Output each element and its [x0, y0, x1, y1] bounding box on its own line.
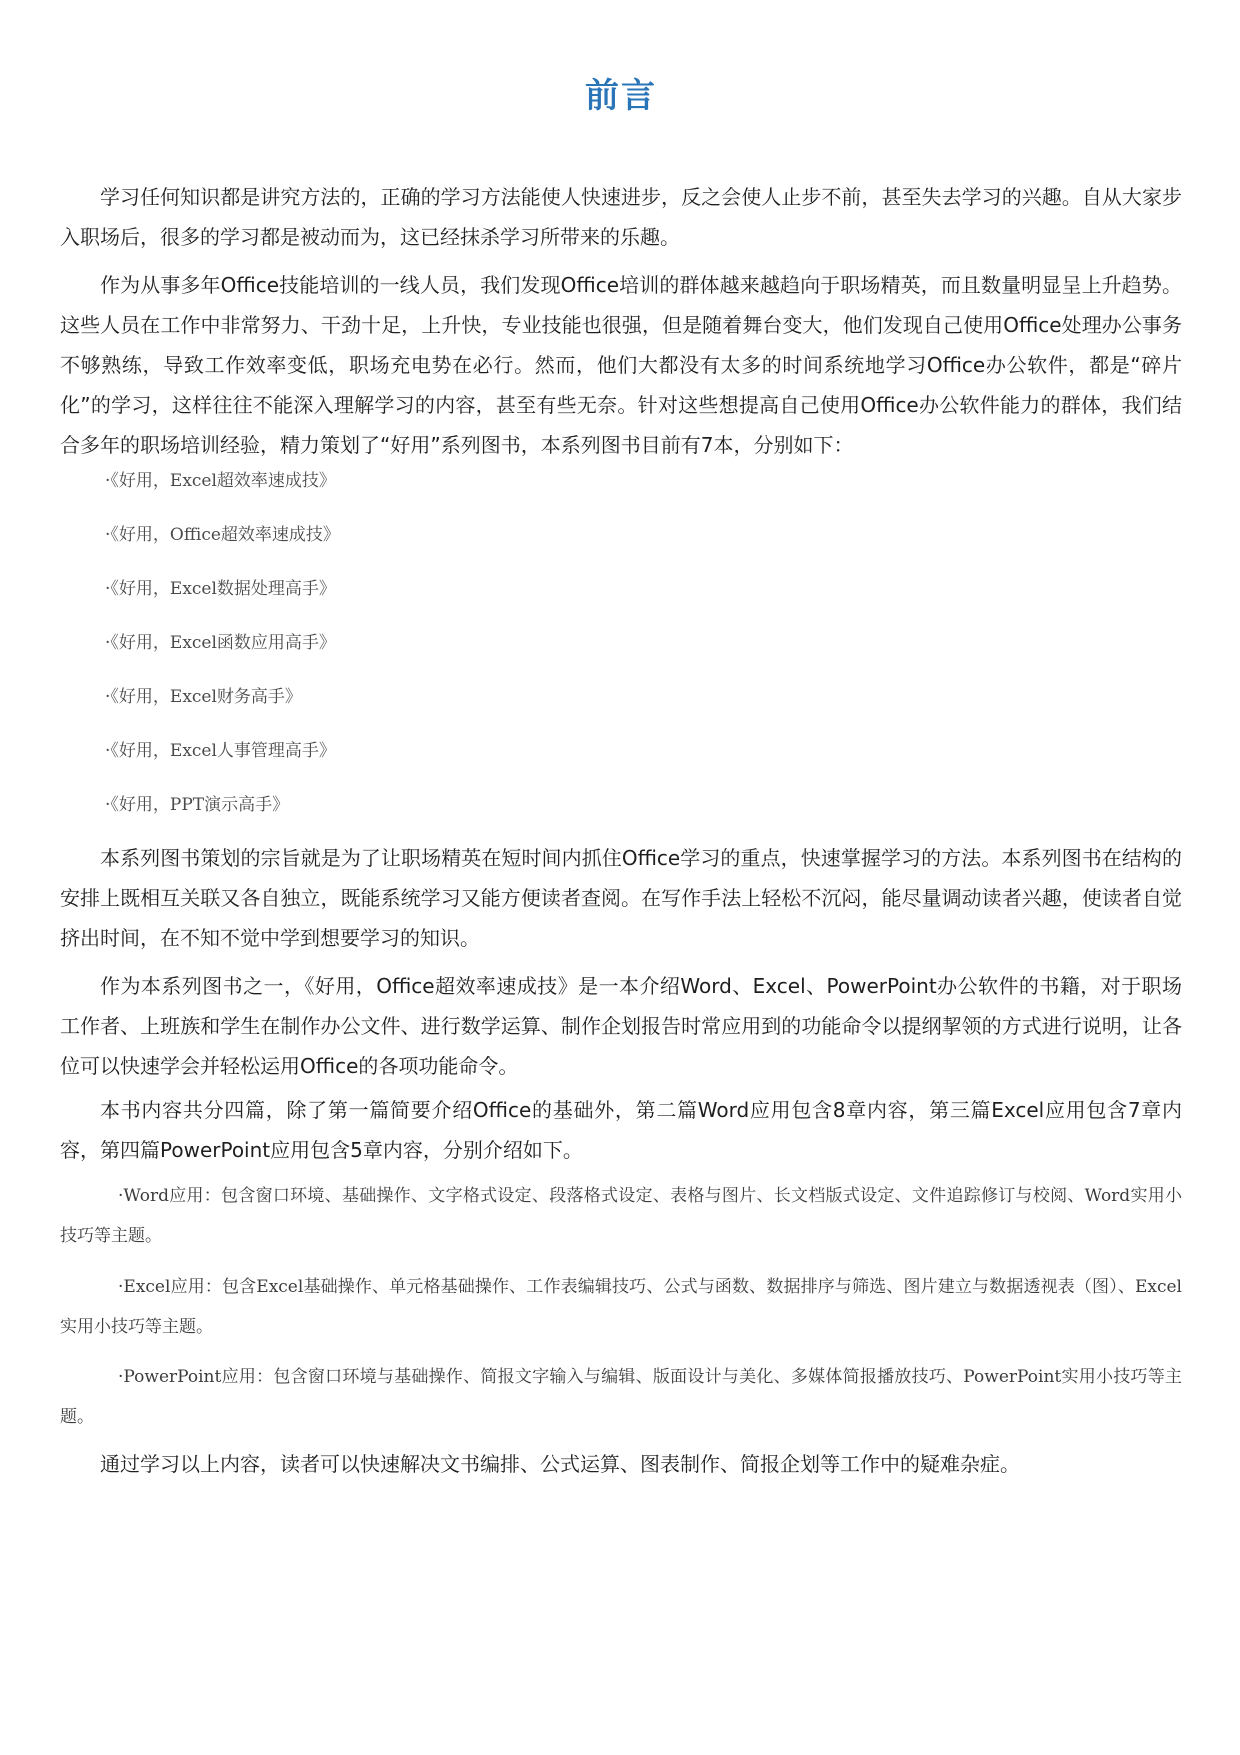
book-list-item: ·《好用，Excel函数应用高手》	[105, 633, 336, 653]
book-list-item: ·《好用，Excel财务高手》	[105, 687, 302, 707]
closing-paragraph: 通过学习以上内容，读者可以快速解决文书编排、公式运算、图表制作、简报企划等工作中的疑难杂症。	[100, 1452, 1020, 1476]
purpose-paragraph: 本系列图书策划的宗旨就是为了让职场精英在短时间内抓住Office学习的重点，快速掌握学习的方法。本系列图书在结构的安排上既相互关联又各自独立，既能系统学习又能方便读者查阅。在写作手法上轻松不沉闷，能尽量调动读者兴趣，使读者自觉挤出时间，在不知不觉中学到想要学习的知识。	[60, 846, 1182, 950]
book-intro-paragraph: 作为本系列图书之一，《好用，Office超效率速成技》是一本介绍Word、Excel、PowerPoint办公软件的书籍，对于职场工作者、上班族和学生在制作办公文件、进行数学运算、制作企划报告时常应用到的功能命令以提纲挈领的方式进行说明，让各位可以快速学会并轻松运用Office的各项功能命令。	[60, 974, 1182, 1078]
document-page	[60, 0, 1182, 1755]
book-list-item: ·《好用，Excel数据处理高手》	[105, 579, 336, 599]
section-summary-excel: ·Excel应用：包含Excel基础操作、单元格基础操作、工作表编辑技巧、公式与函数、数据排序与筛选、图片建立与数据透视表（图）、Excel实用小技巧等主题。	[60, 1277, 1182, 1337]
intro-paragraph-2: 作为从事多年Office技能培训的一线人员，我们发现Office培训的群体越来越趋向于职场精英，而且数量明显呈上升趋势。这些人员在工作中非常努力、干劲十足，上升快，专业技能也很强，但是随着舞台变大，他们发现自己使用Office处理办公事务不够熟练，导致工作效率变低，职场充电势在必行。然而，他们大都没有太多的时间系统地学习Office办公软件，都是“碎片化”的学习，这样往往不能深入理解学习的内容，甚至有些无奈。针对这些想提高自己使用Office办公软件能力的群体，我们结合多年的职场培训经验，精力策划了“好用”系列图书，本系列图书目前有7本，分别如下：	[60, 273, 1182, 457]
intro-paragraph-1: 学习任何知识都是讲究方法的，正确的学习方法能使人快速进步，反之会使人止步不前，甚至失去学习的兴趣。自从大家步入职场后，很多的学习都是被动而为，这已经抹杀学习所带来的乐趣。	[60, 185, 1182, 249]
book-list-item: ·《好用，Excel人事管理高手》	[105, 741, 336, 761]
section-summary-powerpoint: ·PowerPoint应用：包含窗口环境与基础操作、简报文字输入与编辑、版面设计与美化、多媒体简报播放技巧、PowerPoint实用小技巧等主题。	[60, 1367, 1182, 1427]
page-title: 前言	[585, 76, 657, 116]
section-summary-word: ·Word应用：包含窗口环境、基础操作、文字格式设定、段落格式设定、表格与图片、长文档版式设定、文件追踪修订与校阅、Word实用小技巧等主题。	[60, 1186, 1182, 1246]
book-list-item: ·《好用，Office超效率速成技》	[105, 525, 340, 545]
book-list-item: ·《好用，PPT演示高手》	[105, 795, 290, 815]
book-list-item: ·《好用，Excel超效率速成技》	[105, 471, 336, 491]
contents-paragraph: 本书内容共分四篇，除了第一篇简要介绍Office的基础外，第二篇Word应用包含8章内容，第三篇Excel应用包含7章内容，第四篇PowerPoint应用包含5章内容，分别介绍如下。	[60, 1098, 1182, 1162]
